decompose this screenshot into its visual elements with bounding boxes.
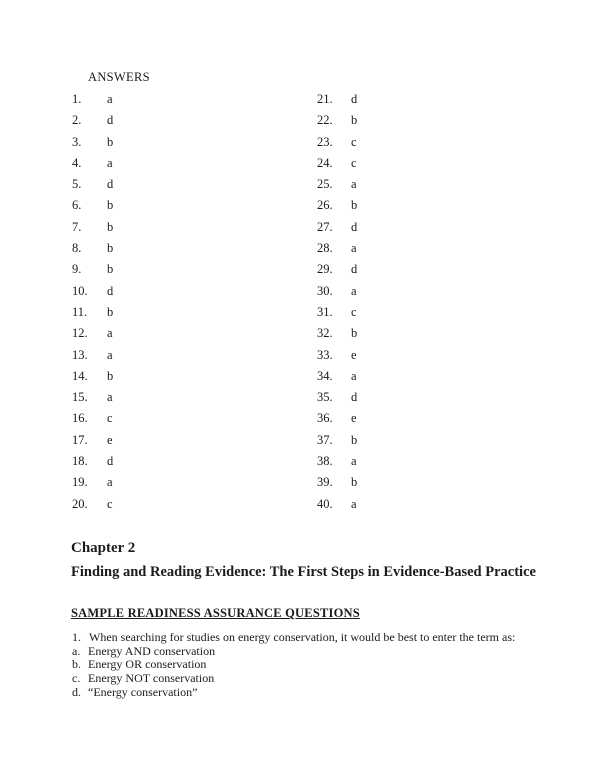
question-line [72, 686, 532, 700]
answer-letter: b [351, 113, 358, 128]
answer-number: 6. [72, 198, 82, 213]
answer-number: 16. [72, 411, 88, 426]
answer-row [0, 259, 600, 280]
answer-row [0, 451, 600, 472]
answer-letter: d [107, 177, 114, 192]
answer-number: 12. [72, 326, 88, 341]
answer-letter: a [351, 454, 357, 469]
section-heading: SAMPLE READINESS ASSURANCE QUESTIONS [71, 606, 360, 620]
answer-row [0, 302, 600, 323]
answer-letter: b [107, 198, 114, 213]
answer-number: 36. [317, 411, 333, 426]
answer-row [0, 110, 600, 131]
option-text: Energy NOT conservation [88, 671, 215, 686]
answer-row [0, 174, 600, 195]
answer-letter: d [351, 390, 358, 405]
option-text: Energy OR conservation [88, 657, 207, 672]
question-line [72, 631, 532, 645]
chapter-heading: Chapter 2 [71, 540, 136, 556]
answer-number: 1. [72, 92, 82, 106]
answer-number: 14. [72, 368, 88, 383]
answer-letter: d [107, 113, 114, 128]
answer-letter: c [351, 155, 357, 170]
answer-number: 32. [317, 326, 333, 341]
question-line [72, 645, 532, 659]
answer-letter: d [351, 219, 358, 234]
answer-row [0, 366, 600, 387]
answer-number: 18. [72, 454, 88, 469]
question-1 [72, 631, 532, 700]
answer-number: 33. [317, 347, 333, 362]
answer-number: 40. [317, 496, 333, 511]
answer-letter: b [107, 262, 114, 277]
answer-letter: a [351, 496, 357, 511]
answer-number: 23. [317, 134, 333, 149]
answer-letter: a [107, 475, 113, 490]
answer-letter: a [107, 326, 113, 341]
answer-number: 30. [317, 283, 333, 298]
answer-row [0, 472, 600, 493]
answer-number: 37. [317, 432, 333, 447]
answer-row [0, 430, 600, 451]
question-line [72, 658, 532, 672]
answer-row [0, 238, 600, 259]
answer-number: 3. [72, 134, 82, 149]
answer-number: 19. [72, 475, 88, 490]
answer-row [0, 345, 600, 366]
answer-letter: a [351, 241, 357, 256]
answer-row [0, 132, 600, 153]
answer-letter: b [107, 134, 114, 149]
answer-row [0, 387, 600, 408]
answer-letter: a [107, 390, 113, 405]
question-line [72, 672, 532, 686]
answers-list [0, 89, 600, 515]
answer-letter: e [107, 432, 113, 447]
answer-row [0, 217, 600, 238]
answer-row [0, 408, 600, 429]
answer-letter: c [107, 411, 113, 426]
answer-letter: a [107, 347, 113, 362]
answer-letter: e [351, 411, 357, 426]
answer-number: 27. [317, 219, 333, 234]
question-number: 1. [72, 630, 81, 644]
answer-letter: a [351, 368, 357, 383]
question-text: When searching for studies on energy conservation, it would be best to enter the term as: [89, 630, 516, 644]
answer-letter: b [351, 475, 358, 490]
answer-letter: c [107, 496, 113, 511]
answer-letter: d [107, 454, 114, 469]
answer-number: 10. [72, 283, 88, 298]
option-text: Energy AND conservation [88, 643, 216, 658]
answer-letter: b [107, 241, 114, 256]
answer-number: 28. [317, 241, 333, 256]
answer-letter: b [351, 198, 358, 213]
answer-number: 22. [317, 113, 333, 128]
answer-number: 8. [72, 241, 82, 256]
answer-number: 11. [72, 304, 88, 319]
answer-number: 2. [72, 113, 82, 128]
answer-number: 21. [317, 92, 333, 106]
answer-letter: b [107, 219, 114, 234]
answer-number: 13. [72, 347, 88, 362]
answer-number: 26. [317, 198, 333, 213]
answer-letter: d [351, 92, 358, 106]
answer-row [0, 323, 600, 344]
answer-number: 29. [317, 262, 333, 277]
answer-number: 20. [72, 496, 88, 511]
answer-letter: a [107, 155, 113, 170]
option-label: d. [72, 684, 81, 699]
answer-letter: b [107, 304, 114, 319]
answer-letter: b [107, 368, 114, 383]
answer-letter: a [351, 283, 357, 298]
answer-number: 31. [317, 304, 333, 319]
answer-number: 15. [72, 390, 88, 405]
answer-letter: d [351, 262, 358, 277]
answer-row [0, 195, 600, 216]
answer-letter: d [107, 283, 114, 298]
answer-letter: a [107, 92, 113, 106]
answer-row [0, 153, 600, 174]
answer-row [0, 281, 600, 302]
answer-row [0, 494, 600, 515]
answer-letter: a [351, 177, 357, 192]
answer-number: 17. [72, 432, 88, 447]
answer-number: 9. [72, 262, 82, 277]
answer-number: 7. [72, 219, 82, 234]
answer-letter: b [351, 326, 358, 341]
answer-letter: c [351, 134, 357, 149]
answer-number: 34. [317, 368, 333, 383]
chapter-title: Finding and Reading Evidence: The First Steps in Evidence-Based Practice [71, 564, 536, 580]
answer-letter: c [351, 304, 357, 319]
option-label: a. [72, 643, 81, 658]
answer-number: 5. [72, 177, 82, 192]
answer-letter: e [351, 347, 357, 362]
answer-number: 38. [317, 454, 333, 469]
answer-number: 4. [72, 155, 82, 170]
answer-letter: b [351, 432, 358, 447]
answers-heading: ANSWERS [88, 70, 150, 84]
option-label: c. [72, 671, 81, 686]
answer-number: 39. [317, 475, 333, 490]
answer-row [0, 89, 600, 110]
answer-number: 25. [317, 177, 333, 192]
option-text: “Energy conservation” [88, 684, 198, 699]
option-label: b. [72, 657, 81, 672]
answer-number: 24. [317, 155, 333, 170]
answer-number: 35. [317, 390, 333, 405]
